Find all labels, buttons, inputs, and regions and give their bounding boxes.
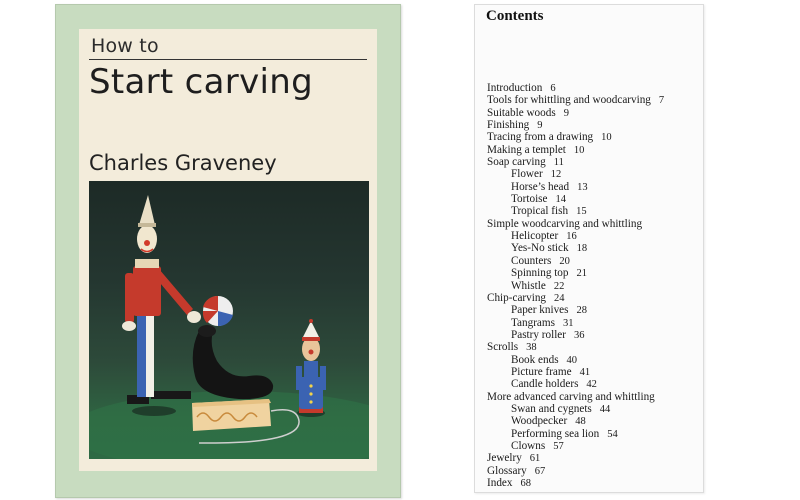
contents-entry-page: 16 — [566, 231, 577, 243]
contents-entry-title: Performing sea lion — [511, 427, 600, 440]
contents-subentry — [487, 181, 701, 193]
contents-entry-page: 40 — [566, 354, 578, 366]
contents-entry-page: 28 — [576, 305, 587, 317]
contents-subentry — [487, 255, 701, 267]
contents-entry-title: Jewelry — [487, 452, 522, 465]
contents-entry-page: 20 — [559, 255, 570, 267]
small-clown-figure — [296, 319, 326, 417]
contents-subentry — [487, 366, 701, 378]
contents-subentry — [487, 304, 701, 316]
contents-entry-page: 42 — [586, 379, 597, 391]
contents-entry-title: Index — [487, 477, 513, 489]
contents-entry — [487, 452, 701, 464]
contents-entry-page: 14 — [555, 194, 567, 206]
contents-entry — [487, 144, 701, 156]
contents-entry-title: Tortoise — [511, 193, 548, 206]
contents-entry-page: 18 — [576, 243, 588, 255]
contents-subentry — [487, 193, 701, 205]
contents-entry-page: 15 — [576, 206, 587, 218]
contents-entry-page: 21 — [576, 268, 587, 280]
contents-entry-title: Tracing from a drawing — [487, 131, 594, 144]
contents-entry-page: 67 — [534, 465, 546, 477]
contents-subentry — [487, 415, 701, 427]
cover-illustration — [89, 181, 369, 459]
contents-heading: Contents — [486, 8, 544, 24]
contents-entry-title: Simple woodcarving and whittling — [487, 217, 643, 230]
contents-entry-title: Tangrams — [511, 316, 555, 329]
contents-entry — [487, 292, 701, 304]
contents-subentry — [487, 242, 701, 254]
contents-entry — [487, 391, 701, 403]
contents-entry-title: Suitable woods — [487, 106, 556, 119]
contents-entry — [487, 465, 701, 477]
contents-entry-page: 24 — [554, 292, 565, 304]
contents-entry-title: Yes-No stick — [511, 242, 569, 255]
cover-title: Start carving — [89, 62, 313, 102]
contents-entry-title: Tools for whittling and woodcarving — [487, 94, 651, 107]
contents-entry-title: Woodpecker — [511, 415, 568, 428]
contents-entry-title: Horse’s head — [511, 180, 570, 193]
book-cover — [55, 4, 401, 498]
contents-entry-page: 22 — [553, 280, 565, 292]
contents-entry-title: Whistle — [511, 279, 546, 292]
contents-entry-page: 9 — [563, 107, 569, 119]
contents-entry-page: 7 — [658, 95, 665, 107]
contents-entry — [487, 119, 701, 131]
contents-entry-page: 48 — [575, 416, 586, 428]
contents-entry — [487, 341, 701, 353]
contents-entry-page: 41 — [579, 366, 591, 378]
contents-entry-page: 31 — [562, 317, 574, 329]
contents-subentry — [487, 428, 701, 440]
cover-author: Charles Graveney — [89, 151, 277, 175]
contents-entry-page: 61 — [529, 453, 541, 465]
contents-entry-page: 44 — [599, 403, 611, 415]
contents-entry-page: 38 — [526, 342, 537, 354]
striped-ball — [203, 296, 233, 326]
contents-entry-page: 10 — [601, 132, 612, 144]
contents-entry — [487, 131, 701, 143]
contents-entry-title: Candle holders — [511, 378, 579, 391]
contents-subentry — [487, 267, 701, 279]
contents-subentry — [487, 354, 701, 366]
contents-subentry — [487, 329, 701, 341]
contents-entry-page: 10 — [573, 144, 585, 156]
contents-subentry — [487, 280, 701, 292]
contents-entry — [487, 156, 701, 168]
contents-entry-page: 6 — [550, 83, 556, 94]
contents-entry-title: Scrolls — [487, 341, 519, 354]
contents-entry — [487, 218, 701, 230]
contents-subentry — [487, 440, 701, 452]
contents-entry-title: Finishing — [487, 119, 530, 132]
contents-entry-title: Chip-carving — [487, 291, 547, 304]
cover-photo — [89, 181, 369, 459]
contents-entry — [487, 94, 701, 106]
contents-entry-page: 13 — [577, 181, 588, 193]
contents-entry-title: More advanced carving and whittling — [487, 390, 655, 403]
cover-title-panel — [79, 29, 377, 471]
cover-series-label: How to — [91, 35, 159, 57]
contents-entry-page: 12 — [550, 169, 562, 181]
contents-entry — [487, 107, 701, 119]
contents-entry-title: Flower — [511, 168, 543, 181]
contents-entry-title: Making a templet — [487, 143, 566, 156]
contents-entry-title: Counters — [511, 254, 552, 267]
contents-entry-title: Tropical fish — [511, 205, 569, 218]
contents-subentry — [487, 230, 701, 242]
contents-subentry — [487, 317, 701, 329]
contents-entry-title: Spinning top — [511, 267, 569, 280]
contents-entry-page: 9 — [537, 120, 543, 132]
contents-entry — [487, 477, 701, 489]
contents-entry — [487, 82, 701, 94]
cover-divider — [89, 59, 367, 60]
contents-page — [474, 4, 704, 493]
contents-subentry — [487, 168, 701, 180]
contents-entry-page: 11 — [553, 157, 564, 169]
contents-entry-page: 68 — [520, 478, 531, 489]
contents-entry-title: Soap carving — [487, 156, 546, 169]
tall-clown-figure — [122, 195, 201, 416]
contents-list — [487, 82, 701, 489]
contents-subentry — [487, 403, 701, 415]
contents-entry-title: Swan and cygnets — [511, 402, 592, 415]
contents-entry-title: Helicopter — [511, 230, 559, 243]
contents-entry-title: Book ends — [511, 353, 559, 366]
contents-entry-title: Introduction — [487, 82, 543, 94]
contents-entry-page: 57 — [553, 440, 564, 452]
contents-entry-title: Pastry roller — [511, 328, 566, 341]
contents-subentry — [487, 205, 701, 217]
contents-entry-title: Glossary — [487, 464, 527, 477]
contents-entry-title: Clowns — [511, 439, 546, 452]
contents-subentry — [487, 378, 701, 390]
contents-entry-title: Paper knives — [511, 304, 569, 317]
contents-entry-title: Picture frame — [511, 365, 572, 378]
contents-entry-page: 54 — [607, 428, 618, 440]
contents-entry-page: 36 — [574, 329, 585, 341]
